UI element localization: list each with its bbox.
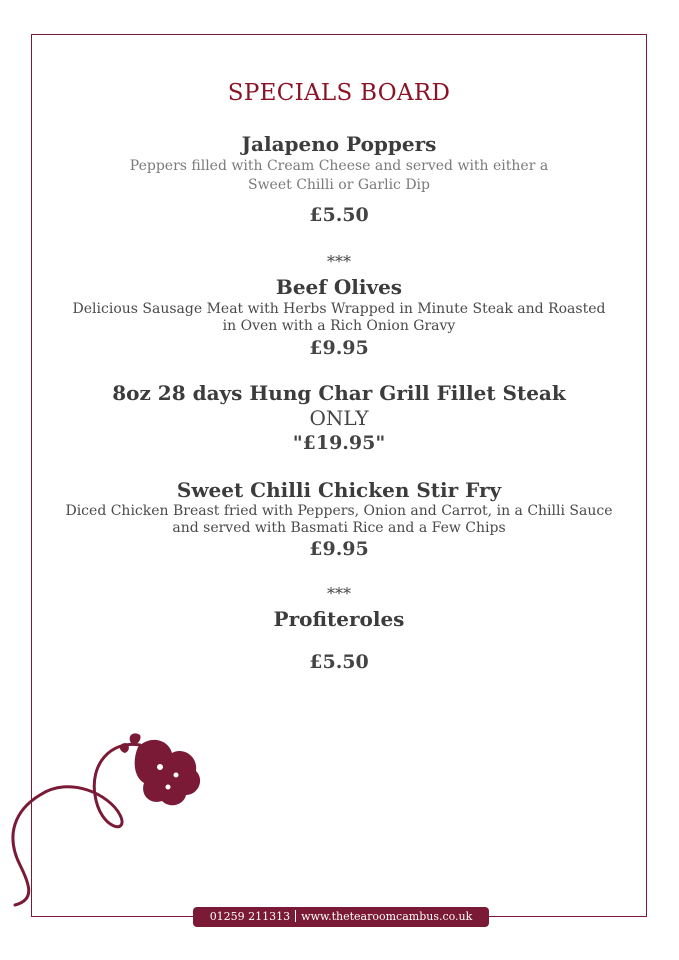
- item-price-fillet-steak: "£19.95": [292, 432, 386, 454]
- item-name-profiteroles: Profiteroles: [273, 607, 405, 631]
- page-title: SPECIALS BOARD: [227, 80, 451, 106]
- item-name-beef-olives: Beef Olives: [275, 275, 403, 299]
- separator: ***: [327, 252, 351, 271]
- item-name-jalapeno-poppers: Jalapeno Poppers: [241, 132, 437, 156]
- item-name-fillet-steak: 8oz 28 days Hung Char Grill Fillet Steak: [112, 381, 566, 405]
- item-price-beef-olives: £9.95: [309, 337, 369, 359]
- footer-website[interactable]: www.thetearoomcambus.co.uk: [301, 910, 473, 923]
- item-description-beef-olives: Delicious Sausage Meat with Herbs Wrapped in Minute Steak and Roasted in Oven with a Rich Onion Gravy: [72, 301, 606, 334]
- footer-contact-bar: [193, 907, 489, 927]
- item-description-jalapeno-poppers: Peppers filled with Cream Cheese and served with either a Sweet Chilli or Garlic Dip: [129, 158, 549, 193]
- footer-phone: 01259 211313: [209, 910, 291, 923]
- item-note-fillet-steak: ONLY: [309, 406, 369, 430]
- item-price-profiteroles: £5.50: [309, 651, 369, 673]
- item-description-stir-fry: Diced Chicken Breast fried with Peppers, Onion and Carrot, in a Chilli Sauce and served with Basmati Rice and a Few Chips: [65, 503, 613, 536]
- item-name-stir-fry: Sweet Chilli Chicken Stir Fry: [176, 478, 502, 502]
- item-price-stir-fry: £9.95: [309, 538, 369, 560]
- flower-icon: [0, 725, 210, 915]
- footer-divider: [295, 910, 296, 922]
- item-price-jalapeno-poppers: £5.50: [309, 204, 369, 226]
- separator: ***: [327, 584, 351, 603]
